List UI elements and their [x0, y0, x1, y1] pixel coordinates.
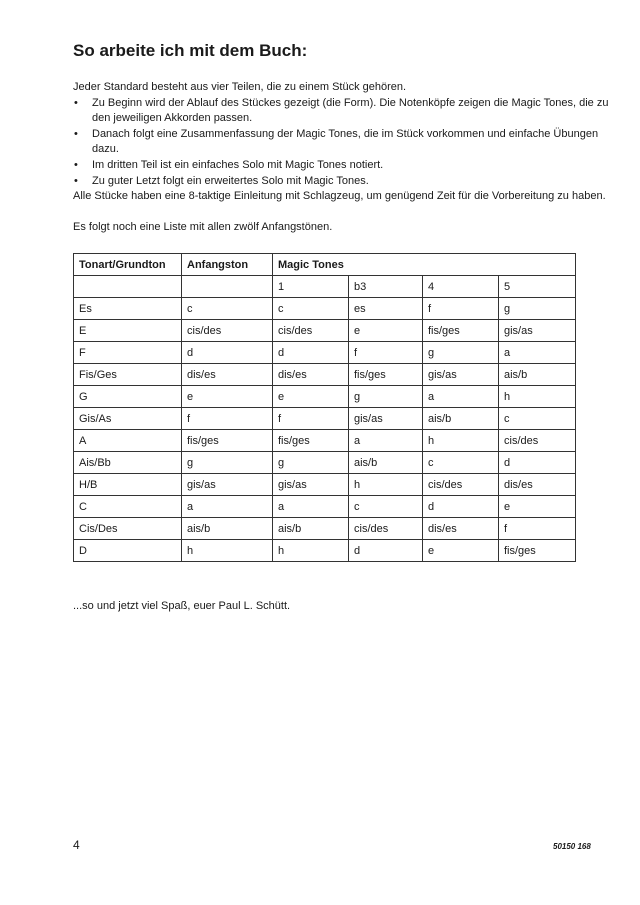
table-row: [74, 452, 576, 474]
table-cell: e: [273, 386, 349, 408]
table-cell: a: [423, 386, 499, 408]
intro-paragraph: Jeder Standard besteht aus vier Teilen, die zu einem Stück gehören.: [73, 81, 407, 93]
table-cell: f: [423, 298, 499, 320]
table-cell: g: [273, 452, 349, 474]
table-cell: h: [423, 430, 499, 452]
table-row: [74, 320, 576, 342]
table-cell: g: [182, 452, 273, 474]
table-cell: dis/es: [182, 364, 273, 386]
table-cell: fis/ges: [499, 540, 576, 562]
header-tonart: Tonart/Grundton: [74, 254, 182, 276]
list-intro: Es folgt noch eine Liste mit allen zwölf Anfangstönen.: [73, 221, 333, 234]
table-cell: d: [182, 342, 273, 364]
table-cell: gis/as: [273, 474, 349, 496]
table-cell: c: [182, 298, 273, 320]
table-cell: C: [74, 496, 182, 518]
header-anfangston: Anfangston: [182, 254, 273, 276]
table-cell: Es: [74, 298, 182, 320]
page-title: So arbeite ich mit dem Buch:: [73, 41, 308, 60]
tones-table: [73, 253, 576, 562]
table-cell: h: [182, 540, 273, 562]
table-cell: g: [349, 386, 423, 408]
table-row: [74, 518, 576, 540]
after-bullets-paragraph: Alle Stücke haben eine 8-taktige Einleitung mit Schlagzeug, um genügend Zeit für die Vorbereitung zu haben.: [73, 190, 606, 203]
table-cell: ais/b: [182, 518, 273, 540]
table-cell: e: [423, 540, 499, 562]
bullet-item: • Zu Beginn wird der Ablauf des Stückes gezeigt (die Form). Die Notenköpfe zeigen die Magic Tones, die zu den jeweiligen Akkorden passen.: [73, 96, 613, 127]
table-cell: ais/b: [273, 518, 349, 540]
table-cell: Ais/Bb: [74, 452, 182, 474]
table-cell: cis/des: [423, 474, 499, 496]
table-cell: ais/b: [349, 452, 423, 474]
table-cell: gis/as: [423, 364, 499, 386]
table-cell: gis/as: [182, 474, 273, 496]
table-cell: cis/des: [499, 430, 576, 452]
table-cell: cis/des: [182, 320, 273, 342]
bullet-list: [73, 96, 613, 190]
subheader: 1: [273, 276, 349, 298]
table-cell: a: [499, 342, 576, 364]
bullet-item: • Im dritten Teil ist ein einfaches Solo mit Magic Tones notiert.: [73, 158, 613, 174]
table-cell: e: [182, 386, 273, 408]
table-cell: D: [74, 540, 182, 562]
table-cell: h: [499, 386, 576, 408]
table-cell: dis/es: [499, 474, 576, 496]
table-cell: Gis/As: [74, 408, 182, 430]
table-cell: c: [423, 452, 499, 474]
table-row: [74, 474, 576, 496]
page-number: 4: [73, 838, 80, 852]
table-row: [74, 386, 576, 408]
closing-text: ...so und jetzt viel Spaß, euer Paul L. Schütt.: [73, 600, 291, 612]
table-row: [74, 364, 576, 386]
table-cell: c: [349, 496, 423, 518]
table-cell: ais/b: [423, 408, 499, 430]
subheader: 4: [423, 276, 499, 298]
table-cell: f: [182, 408, 273, 430]
table-cell: F: [74, 342, 182, 364]
table-cell: dis/es: [423, 518, 499, 540]
table-cell: d: [273, 342, 349, 364]
table-cell: G: [74, 386, 182, 408]
table-cell: d: [499, 452, 576, 474]
table-cell: d: [349, 540, 423, 562]
table-cell: es: [349, 298, 423, 320]
table-cell: fis/ges: [423, 320, 499, 342]
table-cell: f: [273, 408, 349, 430]
table-cell: f: [499, 518, 576, 540]
table-cell: e: [349, 320, 423, 342]
table-cell: a: [182, 496, 273, 518]
intro-text: [73, 80, 613, 236]
publication-code: 50150 168: [553, 842, 591, 851]
table-cell: a: [273, 496, 349, 518]
table-cell: c: [499, 408, 576, 430]
table-cell: cis/des: [273, 320, 349, 342]
table-cell: c: [273, 298, 349, 320]
table-cell: fis/ges: [273, 430, 349, 452]
subheader: b3: [349, 276, 423, 298]
table-cell: gis/as: [499, 320, 576, 342]
table-cell: gis/as: [349, 408, 423, 430]
table-cell: A: [74, 430, 182, 452]
table-cell: fis/ges: [182, 430, 273, 452]
table-cell: H/B: [74, 474, 182, 496]
bullet-item: • Danach folgt eine Zusammenfassung der Magic Tones, die im Stück vorkommen und einfache Übungen dazu.: [73, 127, 613, 158]
header-magic-tones: Magic Tones: [273, 254, 576, 276]
table-row: [74, 408, 576, 430]
table-cell: g: [423, 342, 499, 364]
table-cell: Fis/Ges: [74, 364, 182, 386]
table-row: [74, 496, 576, 518]
table-cell: h: [273, 540, 349, 562]
table-cell: a: [349, 430, 423, 452]
table-subheader-row: [74, 276, 576, 298]
table-cell: g: [499, 298, 576, 320]
table-cell: f: [349, 342, 423, 364]
table-cell: cis/des: [349, 518, 423, 540]
table-row: [74, 342, 576, 364]
table-cell: fis/ges: [349, 364, 423, 386]
table-cell: Cis/Des: [74, 518, 182, 540]
table-row: [74, 430, 576, 452]
table-cell: e: [499, 496, 576, 518]
table-row: [74, 298, 576, 320]
table-cell: ais/b: [499, 364, 576, 386]
table-row: [74, 540, 576, 562]
table-cell: dis/es: [273, 364, 349, 386]
table-cell: E: [74, 320, 182, 342]
table-cell: d: [423, 496, 499, 518]
subheader: 5: [499, 276, 576, 298]
bullet-item: • Zu guter Letzt folgt ein erweitertes Solo mit Magic Tones.: [73, 174, 613, 190]
table-header-row: [74, 254, 576, 276]
table-cell: h: [349, 474, 423, 496]
